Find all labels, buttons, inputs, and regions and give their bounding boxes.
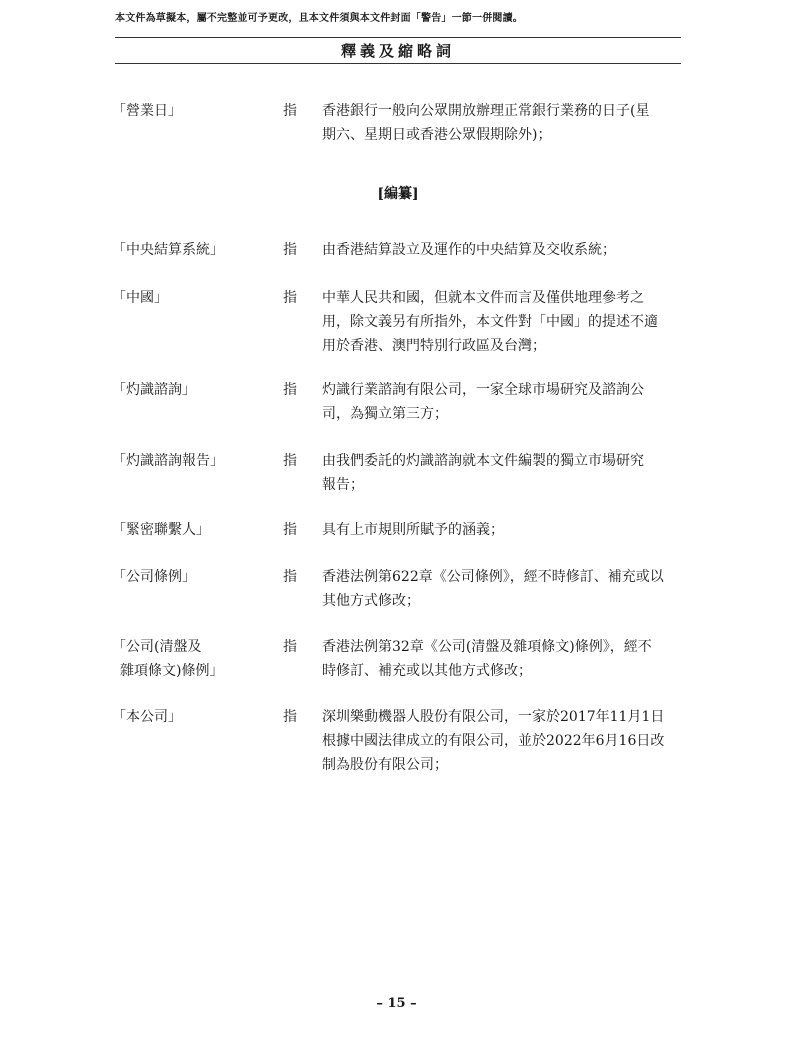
means-marker: 指 bbox=[283, 382, 297, 398]
means-marker: 指 bbox=[283, 242, 297, 258]
draft-notice: 本文件為草擬本，屬不完整並可予更改，且本文件須與本文件封面「警告」一節一併閱讀。 bbox=[115, 13, 523, 24]
definition-term: 「營業日」 bbox=[112, 103, 182, 119]
means-marker: 指 bbox=[283, 639, 297, 655]
definition-term: 「公司(清盤及 雜項條文)條例」 bbox=[112, 639, 224, 679]
definition-text: 香港法例第32章《公司(清盤及雜項條文)條例》，經不 時修訂、補充或以其他方式修改； bbox=[322, 639, 652, 679]
header-rule-bottom bbox=[115, 63, 681, 64]
definition-text: 灼識行業諮詢有限公司，一家全球市場研究及諮詢公 司，為獨立第三方； bbox=[322, 382, 644, 422]
means-marker: 指 bbox=[283, 709, 297, 725]
header-rule-top bbox=[115, 37, 681, 38]
means-marker: 指 bbox=[283, 522, 297, 538]
means-marker: 指 bbox=[283, 569, 297, 585]
definition-term: 「灼識諮詢」 bbox=[112, 382, 196, 398]
means-marker: 指 bbox=[283, 103, 297, 119]
editorial-section-label: [編纂] bbox=[377, 186, 419, 202]
definition-term: 「灼識諮詢報告」 bbox=[112, 453, 224, 469]
definition-text: 中華人民共和國，但就本文件而言及僅供地理參考之 用，除文義另有所指外，本文件對「中國」的提述不適 用於香港、澳門特別行政區及台灣； bbox=[322, 290, 658, 354]
means-marker: 指 bbox=[283, 453, 297, 469]
definition-term: 「本公司」 bbox=[112, 709, 182, 725]
definition-term: 「中國」 bbox=[112, 290, 168, 306]
definition-text: 香港法例第622章《公司條例》，經不時修訂、補充或以 其他方式修改； bbox=[322, 569, 664, 609]
definition-text: 由香港結算設立及運作的中央結算及交收系統； bbox=[322, 242, 616, 258]
definition-term: 「緊密聯繫人」 bbox=[112, 522, 210, 538]
means-marker: 指 bbox=[283, 290, 297, 306]
definition-text: 香港銀行一般向公眾開放辦理正常銀行業務的日子(星 期六、星期日或香港公眾假期除外)； bbox=[322, 103, 650, 143]
page-number: – 15 – bbox=[376, 996, 417, 1011]
definition-term: 「公司條例」 bbox=[112, 569, 196, 585]
definition-term: 「中央結算系統」 bbox=[112, 242, 224, 258]
definition-text: 由我們委託的灼識諮詢就本文件編製的獨立市場研究 報告； bbox=[322, 453, 644, 493]
page-title: 釋義及縮略詞 bbox=[340, 42, 455, 60]
definition-text: 深圳樂動機器人股份有限公司，一家於2017年11月1日 根據中國法律成立的有限公司，並於2022年6月16日改 制為股份有限公司； bbox=[322, 709, 665, 773]
definition-text: 具有上市規則所賦予的涵義； bbox=[322, 522, 504, 538]
